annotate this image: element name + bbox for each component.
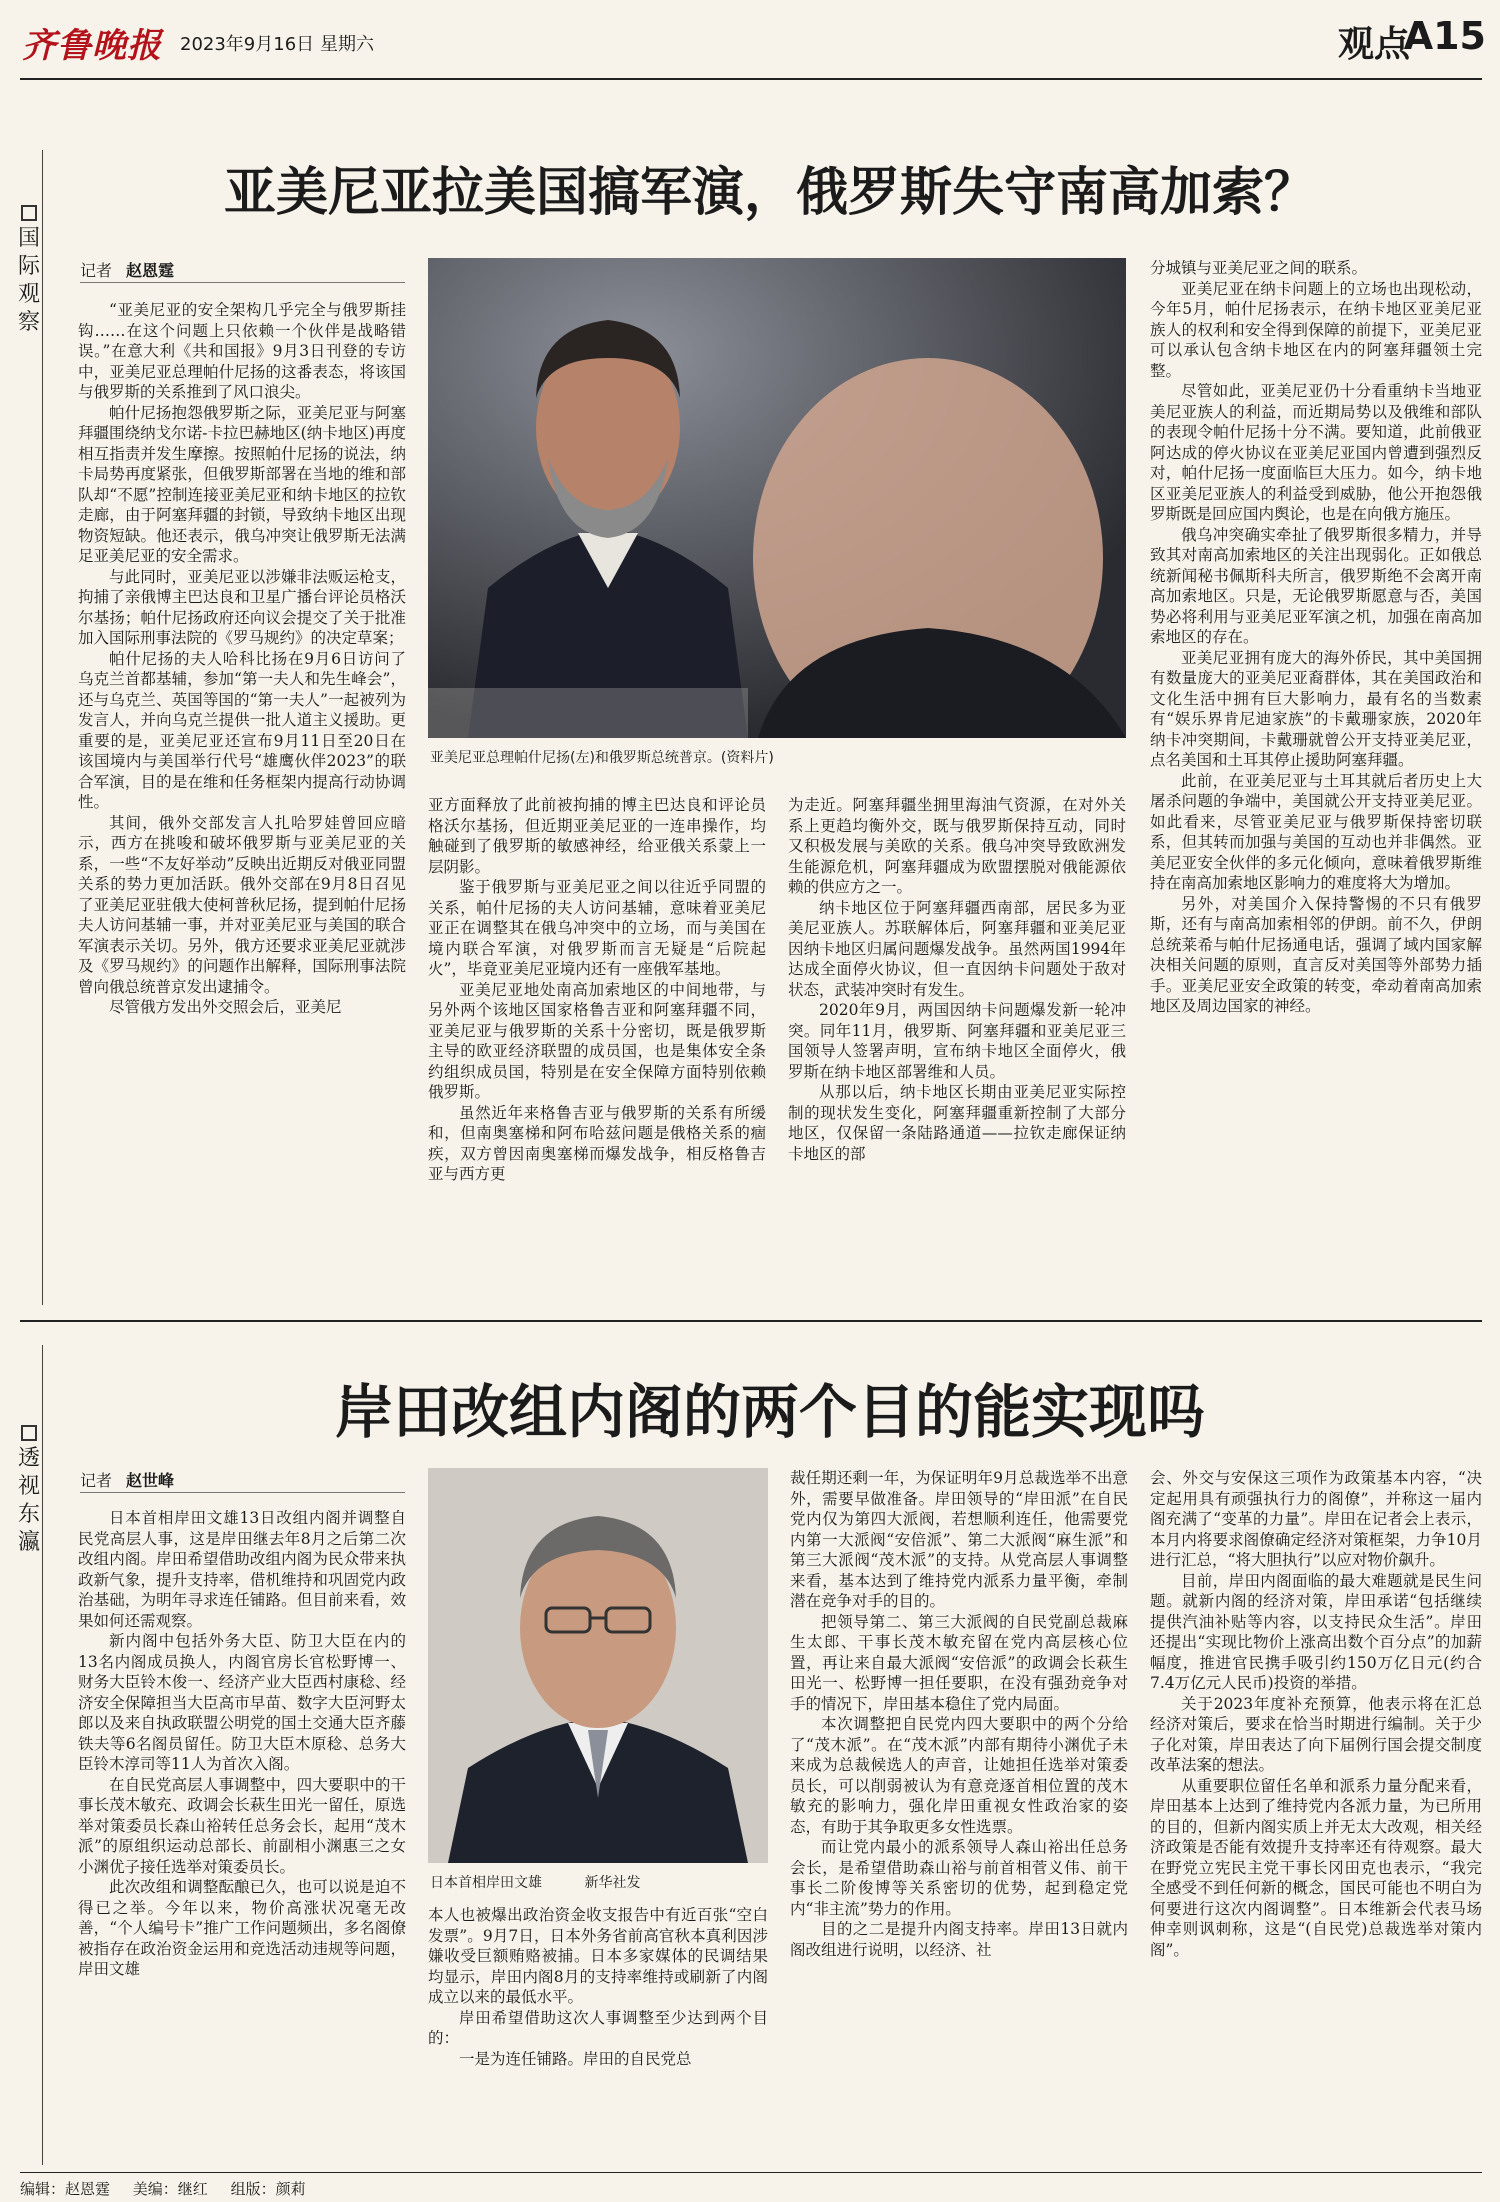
paragraph: 在自民党高层人事调整中，四大要职中的干事长茂木敏充、政调会长萩生田光一留任，原选举对策委员长森山裕转任总务会长，起用“茂木派”的原组织运动总部长、前副相小渊惠三之女小渊优子接任选举对策委员长。 bbox=[78, 1775, 406, 1876]
page-number: A15 bbox=[1403, 14, 1486, 58]
paragraph: 日本首相岸田文雄13日改组内阁并调整自民党高层人事，这是岸田继去年8月之后第二次改组内阁。岸田希望借助改组内阁为民众带来执政新气象，提升支持率，借机维持和巩固党内政治基础，为明年寻求连任铺路。但目前来看，效果如何还需观察。 bbox=[78, 1509, 406, 1630]
page-header bbox=[0, 0, 1500, 82]
footer-editor: 编辑：赵恩霆 bbox=[20, 2180, 111, 2198]
paragraph: 裁任期还剩一年，为保证明年9月总裁选举不出意外，需要早做准备。岸田领导的“岸田派”在自民党内仅为第四大派阀，若想顺利连任，他需要党内第一大派阀“安倍派”、第二大派阀“麻生派”和第三大派阀“茂木派”的支持。从党高层人事调整来看，基本达到了维持党内派系力量平衡，牵制潜在竞争对手的目的。 bbox=[790, 1469, 1128, 1610]
paragraph: 目前，岸田内阁面临的最大难题就是民生问题。就新内阁的经济对策，岸田承诺“包括继续提供汽油补贴等内容，以支持民众生活”。岸田还提出“实现比物价上涨高出数个百分点”的加薪幅度，推进官民携手吸引约150万亿日元(约合7.4万亿元人民币)投资的举措。 bbox=[1150, 1571, 1482, 1692]
paragraph: 俄乌冲突确实牵扯了俄罗斯很多精力，并导致其对南高加索地区的关注出现弱化。正如俄总统新闻秘书佩斯科夫所言，俄罗斯绝不会离开南高加索地区。只是，无论俄罗斯愿意与否，美国势必将利用与亚美尼亚军演之机，加强在南高加索地区的存在。 bbox=[1150, 525, 1482, 646]
masthead-logo: 齐鲁晚报 bbox=[22, 26, 162, 66]
article1-column-3 bbox=[788, 795, 1126, 1300]
kicker-box-icon bbox=[21, 205, 37, 221]
article2-byline bbox=[80, 1468, 174, 1491]
paragraph: 岸田希望借助这次人事调整至少达到两个目的： bbox=[428, 2008, 768, 2047]
byline-name: 赵恩霆 bbox=[126, 261, 175, 280]
paragraph: 纳卡地区位于阿塞拜疆西南部，居民多为亚美尼亚族人。苏联解体后，阿塞拜疆和亚美尼亚因纳卡地区归属问题爆发战争。虽然两国1994年达成全面停火协议，但一直因纳卡问题处于敌对状态，武装冲突时有发生。 bbox=[788, 898, 1126, 999]
article2-column-4 bbox=[1150, 1468, 1482, 2168]
paragraph: 尽管俄方发出外交照会后，亚美尼 bbox=[109, 998, 342, 1016]
article1-photo-caption: 亚美尼亚总理帕什尼扬(左)和俄罗斯总统普京。(资料片) bbox=[430, 750, 774, 766]
issue-weekday: 星期六 bbox=[320, 34, 374, 55]
article2-kicker bbox=[16, 1425, 42, 1557]
article1-photo bbox=[428, 258, 1126, 738]
footer-rule bbox=[20, 2172, 1482, 2173]
paragraph: 与此同时，亚美尼亚以涉嫌非法贩运枪支，拘捕了亲俄博主巴达良和卫星广播台评论员格沃尔基扬；帕什尼扬政府还向议会提交了关于批准加入国际刑事法院的《罗马规约》的决定草案； bbox=[78, 567, 406, 647]
article1-title: 亚美尼亚拉美国搞军演，俄罗斯失守南高加索？ bbox=[223, 162, 1316, 223]
paragraph: 为走近。阿塞拜疆坐拥里海油气资源，在对外关系上更趋均衡外交，既与俄罗斯保持互动，同时又积极发展与美欧的关系。俄乌冲突导致欧洲发生能源危机，阿塞拜疆成为欧盟摆脱对俄能源依赖的供应方之一。 bbox=[788, 796, 1126, 896]
paragraph: 会、外交与安保这三项作为政策基本内容，“决定起用具有顽强执行力的阁僚”，并称这一届内阁充满了“变革的力量”。岸田在记者会上表示，本月内将要求阁僚确定经济对策框架，力争10月进行汇总，“将大胆执行”以应对物价飙升。 bbox=[1150, 1469, 1482, 1569]
paragraph: 帕什尼扬抱怨俄罗斯之际，亚美尼亚与阿塞拜疆围绕纳戈尔诺-卡拉巴赫地区(纳卡地区)再度相互指责并发生摩擦。按照帕什尼扬的说法，纳卡局势再度紧张，但俄罗斯部署在当地的维和部队却“不愿”控制连接亚美尼亚和纳卡地区的拉钦走廊，由于阿塞拜疆的封锁，导致纳卡地区出现物资短缺。他还表示，俄乌冲突让俄罗斯无法满足亚美尼亚的安全需求。 bbox=[78, 403, 406, 565]
footer-layout: 组版：颜莉 bbox=[230, 2180, 306, 2198]
article1-kicker-text: 国际观察 bbox=[17, 226, 40, 335]
paragraph: 而让党内最小的派系领导人森山裕出任总务会长，是希望借助森山裕与前首相菅义伟、前干事长二阶俊博等关系密切的优势，起到稳定党内“非主流”势力的作用。 bbox=[790, 1838, 1128, 1918]
paragraph: 鉴于俄罗斯与亚美尼亚之间以往近乎同盟的关系，帕什尼扬的夫人访问基辅，意味着亚美尼亚正在调整其在俄乌冲突中的立场，而与美国在境内联合军演，对俄罗斯而言无疑是“后院起火”，毕竟亚美尼亚境内还有一座俄军基地。 bbox=[428, 878, 766, 978]
byline-label: 记者 bbox=[80, 261, 113, 280]
article2-photo-caption bbox=[430, 1872, 640, 1892]
article1-kicker bbox=[16, 205, 42, 337]
article1-byline bbox=[80, 258, 174, 281]
paragraph: 此次改组和调整酝酿已久，也可以说是迫不得已之举。今年以来，物价高涨状况毫无改善，“个人编号卡”推广工作问题频出，多名阁僚被指存在政治资金运用和竞选活动违规等问题，岸田文雄 bbox=[78, 1878, 406, 1978]
paragraph: 关于2023年度补充预算，他表示将在汇总经济对策后，要求在恰当时期进行编制。关于少子化对策，岸田表达了向下届例行国会提交制度改革法案的想法。 bbox=[1150, 1694, 1482, 1774]
paragraph: 亚美尼亚拥有庞大的海外侨民，其中美国拥有数量庞大的亚美尼亚裔群体，其在美国政治和文化生活中拥有巨大影响力，最有名的当数素有“娱乐界肯尼迪家族”的卡戴珊家族，2020年纳卡冲突期间，卡戴珊就曾公开支持亚美尼亚，点名美国和土耳其停止援助阿塞拜疆。 bbox=[1150, 648, 1482, 769]
paragraph: 从那以后，纳卡地区长期由亚美尼亚实际控制的现状发生变化，阿塞拜疆重新控制了大部分地区，仅保留一条陆路通道——拉钦走廊保证纳卡地区的部 bbox=[788, 1083, 1126, 1163]
article2-title: 岸田改组内阁的两个目的能实现吗 bbox=[334, 1378, 1205, 1446]
article2-column-2 bbox=[428, 1905, 768, 2167]
paragraph: 其间，俄外交部发言人扎哈罗娃曾回应暗示，西方在挑唆和破坏俄罗斯与亚美尼亚的关系，一些“不友好举动”反映出近期反对俄亚同盟关系的势力更加活跃。俄外交部在9月8日召见了亚美尼亚驻俄大使柯普秋尼扬，提到帕什尼扬夫人访问基辅一事，并对亚美尼亚与美国的联合军演表示关切。另外，俄方还要求亚美尼亚就涉及《罗马规约》的问题作出解释，国际刑事法院曾向俄总统普京发出逮捕令。 bbox=[78, 813, 406, 996]
kicker-box-icon bbox=[21, 1425, 37, 1441]
article2-column-1 bbox=[78, 1508, 406, 2168]
paragraph: 亚方面释放了此前被拘捕的博主巴达良和评论员格沃尔基扬，但近期亚美尼亚的一连串操作，均触碰到了俄罗斯的敏感神经，给亚俄关系蒙上一层阴影。 bbox=[428, 796, 766, 876]
issue-date: 2023年9月16日 bbox=[180, 34, 315, 55]
paragraph: 帕什尼扬的夫人哈科比扬在9月6日访问了乌克兰首都基辅，参加“第一夫人和先生峰会”，还与乌克兰、英国等国的“第一夫人”一起被列为发言人，并向乌克兰提供一批人道主义援助。更重要的是，亚美尼亚还宣布9月11日至20日在该国境内与美国举行代号“雄鹰伙伴2023”的联合军演，目的是在维和任务框架内提高行动协调性。 bbox=[78, 649, 406, 811]
paragraph: 从重要职位留任名单和派系力量分配来看，岸田基本上达到了维持党内各派力量，为已所用的目的，但新内阁实质上并无太大改观，相关经济政策是否能有效提升支持率还有待观察。最大在野党立宪民主党干事长冈田克也表示，“我完全感受不到任何新的概念，国民可能也不明白为何要进行这次内阁调整”。日本维新会代表马场伸幸则讽刺称，这是“(自民党)总裁选举对策内阁”。 bbox=[1150, 1776, 1482, 1959]
paragraph: 亚美尼亚地处南高加索地区的中间地带，与另外两个该地区国家格鲁吉亚和阿塞拜疆不同，亚美尼亚与俄罗斯的关系十分密切，既是俄罗斯主导的欧亚经济联盟的成员国，也是集体安全条约组织成员国，特别是在安全保障方面特别依赖俄罗斯。 bbox=[428, 980, 766, 1101]
kishida-photo-illustration bbox=[428, 1468, 768, 1863]
section-name: 观点 bbox=[1337, 23, 1410, 65]
paragraph: “亚美尼亚的安全架构几乎完全与俄罗斯挂钩……在这个问题上只依赖一个伙伴是战略错误。”在意大利《共和国报》9月3日刊登的专访中，亚美尼亚总理帕什尼扬的这番表态，将该国与俄罗斯的关系推到了风口浪尖。 bbox=[78, 301, 406, 401]
paragraph: 尽管如此，亚美尼亚仍十分看重纳卡当地亚美尼亚族人的利益，而近期局势以及俄维和部队的表现令帕什尼扬十分不满。要知道，此前俄亚阿达成的停火协议在亚美尼亚国内曾遭到强烈反对，帕什尼扬一度面临巨大压力。如今，纳卡地区亚美尼亚族人的利益受到威胁，他公开抱怨俄罗斯既是回应国内舆论，也是在向俄方施压。 bbox=[1150, 382, 1482, 523]
article2-kicker-text: 透视东瀛 bbox=[17, 1446, 40, 1555]
paragraph: 本人也被爆出政治资金收支报告中有近百张“空白发票”。9月7日，日本外务省前高官秋本真利因涉嫌收受巨额贿赂被捕。日本多家媒体的民调结果均显示，岸田内阁8月的支持率维持或刷新了内阁成立以来的最低水平。 bbox=[428, 1906, 768, 2006]
article2-column-3 bbox=[790, 1468, 1128, 2168]
paragraph: 本次调整把自民党内四大要职中的两个分给了“茂木派”。在“茂木派”内部有期待小渊优子未来成为总裁候选人的声音，让她担任选举对策委员长，可以削弱被认为有意竞逐首相位置的茂木敏充的影响力，强化岸田重视女性政治家的姿态，有助于其争取更多女性选票。 bbox=[790, 1715, 1128, 1836]
article1-side-rule bbox=[42, 150, 43, 1305]
article1-column-1 bbox=[78, 300, 406, 1300]
paragraph: 另外，对美国介入保持警惕的不只有俄罗斯，还有与南高加索相邻的伊朗。前不久，伊朗总统莱希与帕什尼扬通电话，强调了域内国家解决相关问题的原则，直言反对美国等外部势力插手。亚美尼亚安全政策的转变，牵动着南高加索地区及周边国家的神经。 bbox=[1150, 894, 1482, 1015]
paragraph: 虽然近年来格鲁吉亚与俄罗斯的关系有所缓和，但南奥塞梯和阿布哈兹问题是俄格关系的痼疾，双方曾因南奥塞梯而爆发战争，相反格鲁吉亚与西方更 bbox=[428, 1103, 766, 1183]
paragraph: 目的之二是提升内阁支持率。岸田13日就内阁改组进行说明，以经济、社 bbox=[790, 1920, 1128, 1959]
article1-column-2 bbox=[428, 795, 766, 1300]
leaders-photo-illustration bbox=[428, 258, 1126, 738]
article2-side-rule bbox=[42, 1345, 43, 2165]
byline-label: 记者 bbox=[80, 1471, 113, 1490]
caption-text: 日本首相岸田文雄 bbox=[430, 1875, 542, 1891]
paragraph: 此前，在亚美尼亚与土耳其就后者历史上大屠杀问题的争端中，美国就公开支持亚美尼亚。如此看来，尽管亚美尼亚与俄罗斯保持密切联系，但其转而加强与美国的互动也并非偶然。亚美尼亚安全伙伴的多元化倾向，意味着俄罗斯维持在南高加索地区影响力的难度将大为增加。 bbox=[1150, 771, 1482, 892]
paragraph: 一是为连任铺路。岸田的自民党总 bbox=[459, 2049, 692, 2068]
paragraph: 新内阁中包括外务大臣、防卫大臣在内的13名内阁成员换人，内阁官房长官松野博一、财务大臣铃木俊一、经济产业大臣西村康稔、经济安全保障担当大臣高市早苗、数字大臣河野太郎以及来自执政联盟公明党的国土交通大臣齐藤铁夫等6名阁员留任。防卫大臣木原稔、总务大臣铃木淳司等11人为首次入阁。 bbox=[78, 1632, 406, 1773]
header-rule bbox=[20, 78, 1482, 80]
byline-rule bbox=[80, 1492, 405, 1493]
page-footer bbox=[20, 2178, 324, 2199]
footer-art-editor: 美编：继红 bbox=[132, 2180, 208, 2198]
article1-column-4 bbox=[1150, 258, 1482, 1300]
section-divider bbox=[20, 1320, 1482, 1322]
paragraph: 分城镇与亚美尼亚之间的联系。 bbox=[1150, 259, 1368, 277]
byline-name: 赵世峰 bbox=[126, 1471, 175, 1490]
paragraph: 亚美尼亚在纳卡问题上的立场也出现松动，今年5月，帕什尼扬表示，在纳卡地区亚美尼亚族人的权利和安全得到保障的前提下，亚美尼亚可以承认包含纳卡地区在内的阿塞拜疆领土完整。 bbox=[1150, 279, 1482, 380]
caption-credit: 新华社发 bbox=[584, 1875, 641, 1891]
paragraph: 把领导第二、第三大派阀的自民党副总裁麻生太郎、干事长茂木敏充留在党内高层核心位置，再让来自最大派阀“安倍派”的政调会长萩生田光一、松野博一担任要职，在没有强劲竞争对手的情况下，岸田基本稳住了党内局面。 bbox=[790, 1612, 1128, 1713]
paragraph: 2020年9月，两国因纳卡问题爆发新一轮冲突。同年11月，俄罗斯、阿塞拜疆和亚美尼亚三国领导人签署声明，宣布纳卡地区全面停火，俄罗斯在纳卡地区部署维和人员。 bbox=[788, 1001, 1126, 1081]
byline-rule bbox=[80, 282, 405, 283]
article2-photo bbox=[428, 1468, 768, 1863]
